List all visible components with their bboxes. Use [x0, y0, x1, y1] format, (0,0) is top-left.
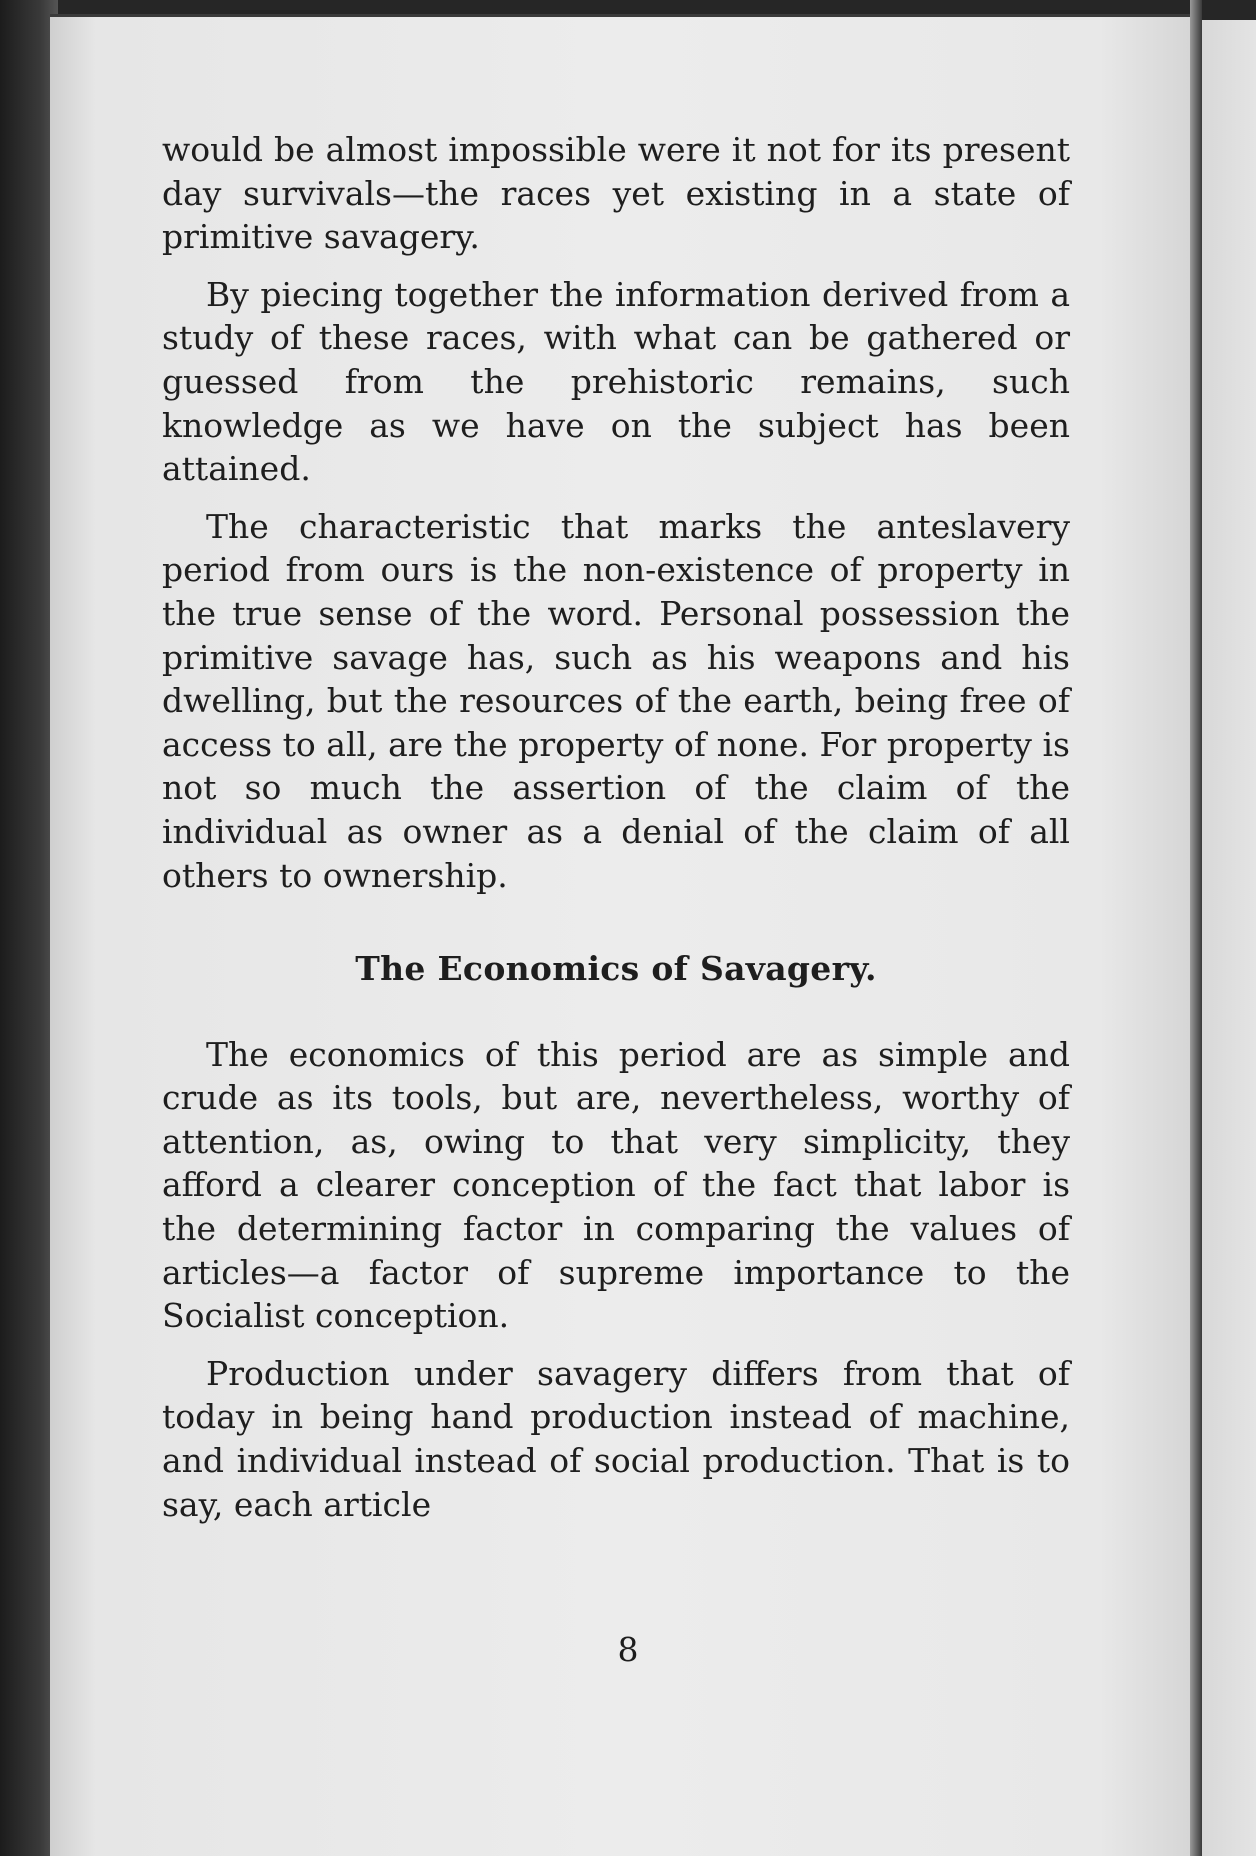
page-gutter	[1190, 0, 1202, 1856]
page-text	[162, 128, 1070, 1540]
paragraph-4: The economics of this period are as simple and crude as its tools, but are, nevertheless, worthy of attention, as, owing to that very simplicity, they afford a clearer conception of the fact that labor is the determining factor in comparing the values of articles—a factor of supreme importance to the Socialist conception.	[162, 1034, 1070, 1336]
page-number: 8	[617, 1630, 639, 1669]
paragraph-2: By piecing together the information derived from a study of these races, with what can be gathered or guessed from the prehistoric remains, such knowledge as we have on the subject has been attained.	[162, 274, 1070, 489]
section-heading: The Economics of Savagery.	[355, 949, 877, 989]
paragraph-5: Production under savagery differs from that of today in being hand production instead of machine, and individual instead of social production. That is to say, each article	[162, 1353, 1070, 1524]
paragraph-1: would be almost impossible were it not for its present day survivals—the races yet existing in a state of primitive savagery.	[162, 130, 1070, 257]
paragraph-3: The characteristic that marks the anteslavery period from ours is the non-existence of property in the true sense of the word. Personal possession the primitive savage has, such as his weapons and his dwelling, but the resources of the earth, being free of access to all, are the property of none. For property is not so much the assertion of the claim of the individual as owner as a denial of the claim of all others to ownership.	[162, 506, 1070, 895]
adjacent-page-edge	[1202, 20, 1256, 1856]
